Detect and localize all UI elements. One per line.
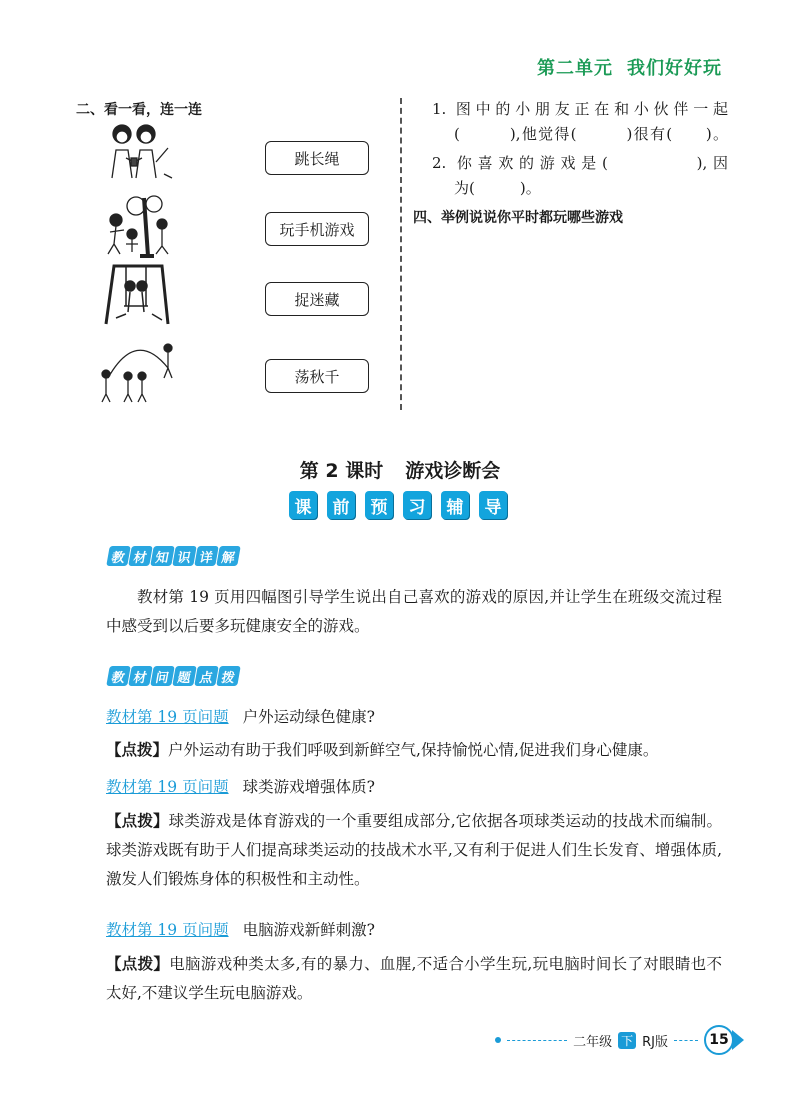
problem-3-question: 电脑游戏新鲜刺激? bbox=[242, 921, 375, 939]
question-2-line-2: 为( )。 bbox=[454, 179, 541, 197]
column-divider bbox=[400, 98, 402, 410]
tag-char: 点 bbox=[194, 666, 219, 686]
banner-char: 预 bbox=[365, 491, 393, 519]
banner-char: 习 bbox=[403, 491, 431, 519]
section-2-title: 二、看一看，连一连 bbox=[76, 102, 202, 118]
problem-1-row bbox=[106, 705, 375, 727]
question-2-line-1: 2. 你喜欢的游戏是( ),因 bbox=[432, 154, 728, 172]
tag-char: 拨 bbox=[216, 666, 241, 686]
tag-char: 知 bbox=[150, 546, 175, 566]
tag-char: 教 bbox=[106, 666, 131, 686]
lesson-title bbox=[0, 456, 800, 483]
game-box-swing[interactable]: 荡秋千 bbox=[265, 359, 369, 393]
problem-2-answer bbox=[106, 806, 722, 894]
lesson-name: 游戏诊断会 bbox=[405, 460, 501, 482]
problems-tag bbox=[108, 666, 239, 686]
problem-2-row bbox=[106, 775, 375, 797]
tag-char: 材 bbox=[128, 546, 153, 566]
page-number: 15 bbox=[704, 1025, 734, 1055]
section-4-title: 四、举例说说你平时都玩哪些游戏 bbox=[413, 210, 623, 226]
tag-char: 教 bbox=[106, 546, 131, 566]
problem-3-answer bbox=[106, 949, 722, 1008]
tag-char: 材 bbox=[128, 666, 153, 686]
footer-line bbox=[674, 1040, 698, 1041]
tag-char: 详 bbox=[194, 546, 219, 566]
hint-tag: 【点拨】 bbox=[106, 954, 170, 973]
tag-char: 问 bbox=[150, 666, 175, 686]
page-footer bbox=[495, 1025, 744, 1055]
knowledge-paragraph bbox=[106, 583, 722, 641]
lesson-number: 第 2 课时 bbox=[299, 460, 384, 482]
kids-jump-rope-picture bbox=[96, 338, 176, 404]
footer-line bbox=[507, 1040, 567, 1041]
problem-1-link[interactable]: 教材第 19 页问题 bbox=[106, 708, 229, 726]
tag-char: 题 bbox=[172, 666, 197, 686]
page-badge bbox=[704, 1025, 744, 1055]
preview-banner bbox=[289, 491, 507, 519]
problem-3-row bbox=[106, 918, 375, 940]
problem-2-link[interactable]: 教材第 19 页问题 bbox=[106, 778, 229, 796]
hint-tag: 【点拨】 bbox=[106, 740, 169, 759]
two-kids-phone-picture bbox=[96, 118, 176, 184]
unit-title: 我们好好玩 bbox=[627, 58, 722, 79]
footer-dot bbox=[495, 1037, 501, 1043]
page-arrow-icon bbox=[732, 1030, 744, 1050]
problem-1-hint: 户外运动有助于我们呼吸到新鲜空气,保持愉悦心情,促进我们身心健康。 bbox=[168, 741, 659, 759]
unit-header bbox=[537, 54, 722, 80]
kids-tree-picture bbox=[96, 194, 176, 260]
banner-char: 导 bbox=[479, 491, 507, 519]
footer-volume: 下 bbox=[618, 1032, 636, 1049]
banner-char: 课 bbox=[289, 491, 317, 519]
problem-3-hint: 电脑游戏种类太多,有的暴力、血腥,不适合小学生玩,玩电脑时间长了对眼睛也不太好,不建议学生玩电脑游戏。 bbox=[106, 955, 722, 1002]
game-box-jump-rope[interactable]: 跳长绳 bbox=[265, 141, 369, 175]
banner-char: 前 bbox=[327, 491, 355, 519]
knowledge-text: 教材第 19 页用四幅图引导学生说出自己喜欢的游戏的原因,并让学生在班级交流过程中感受到以后要多玩健康安全的游戏。 bbox=[106, 588, 722, 635]
problem-1-answer bbox=[106, 735, 722, 765]
game-box-hide-seek[interactable]: 捉迷藏 bbox=[265, 282, 369, 316]
unit-number: 第二单元 bbox=[537, 58, 613, 79]
problem-2-question: 球类游戏增强体质? bbox=[242, 778, 375, 796]
footer-edition: RJ版 bbox=[642, 1034, 668, 1050]
hint-tag: 【点拨】 bbox=[106, 811, 169, 830]
question-1-line-2: ( ),他觉得( )很有( )。 bbox=[454, 125, 728, 143]
problem-1-question: 户外运动绿色健康? bbox=[242, 708, 375, 726]
problem-2-hint: 球类游戏是体育游戏的一个重要组成部分,它依据各项球类运动的技战术而编制。球类游戏既有助于人们提高球类运动的技战术水平,又有利于促进人们生长发育、增强体质,激发人们锻炼身体的积极性和主动性。 bbox=[106, 812, 722, 888]
problem-3-link[interactable]: 教材第 19 页问题 bbox=[106, 921, 229, 939]
game-box-phone-game[interactable]: 玩手机游戏 bbox=[265, 212, 369, 246]
tag-char: 解 bbox=[216, 546, 241, 566]
footer-grade: 二年级 bbox=[573, 1034, 613, 1050]
question-1-line-1: 1. 图中的小朋友正在和小伙伴一起 bbox=[432, 100, 728, 118]
banner-char: 辅 bbox=[441, 491, 469, 519]
kids-swing-picture bbox=[96, 262, 176, 328]
tag-char: 识 bbox=[172, 546, 197, 566]
knowledge-tag bbox=[108, 546, 239, 566]
